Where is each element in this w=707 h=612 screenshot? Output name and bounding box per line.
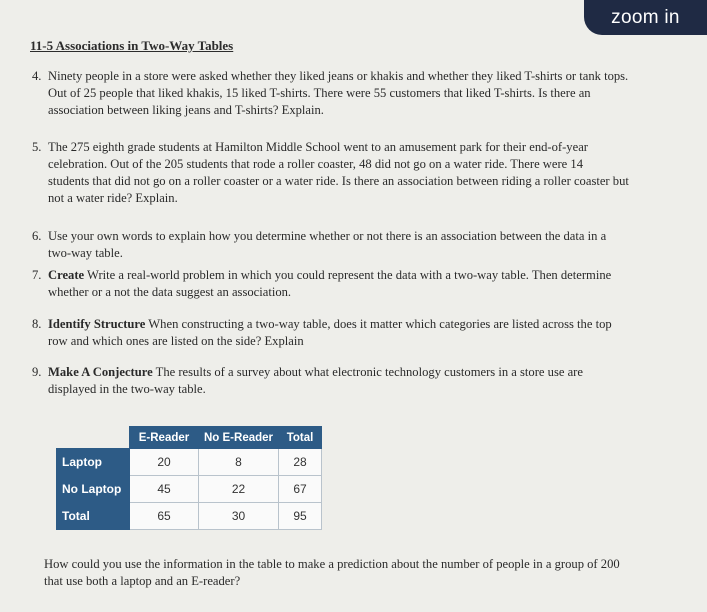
problem-text: whether or a not the data suggest an association.: [48, 285, 292, 299]
table-row: [57, 449, 322, 476]
problem-text: Write a real-world problem in which you could represent the data with a two-way table. Then determine: [84, 268, 612, 282]
problem-number: 6.: [32, 229, 42, 243]
problem-text: When constructing a two-way table, does it matter which categories are listed across the top: [145, 317, 612, 331]
row-header: Total: [57, 503, 130, 530]
table-corner: [57, 427, 130, 449]
table-row: [57, 503, 322, 530]
problem-keyword: Create: [48, 268, 85, 282]
problem-keyword: Make A Conjecture: [48, 365, 153, 379]
problem-text: students that did not go on a roller coaster or a water ride. Is there an association between riding a roller coaster but: [48, 174, 629, 188]
problem-9: [32, 364, 692, 398]
problem-6: [32, 228, 692, 262]
table-cell: 45: [130, 476, 199, 503]
problem-text: not a water ride? Explain.: [48, 191, 178, 205]
problem-number: 9.: [32, 365, 42, 379]
table-cell: 30: [199, 503, 279, 530]
problem-text: displayed in the two-way table.: [48, 382, 206, 396]
table-cell: 8: [199, 449, 279, 476]
column-header: Total: [279, 427, 322, 449]
problem-text: celebration. Out of the 205 students that rode a roller coaster, 48 did not go on a water ride. There were 14: [48, 157, 584, 171]
column-header: No E-Reader: [199, 427, 279, 449]
problem-text: row and which ones are listed on the side? Explain: [48, 334, 304, 348]
problem-text: The 275 eighth grade students at Hamilton Middle School went to an amusement park for their end-of-year: [48, 140, 588, 154]
problem-number: 8.: [32, 317, 42, 331]
problem-text: association between liking jeans and T-shirts? Explain.: [48, 103, 324, 117]
table-cell: 20: [130, 449, 199, 476]
problem-keyword: Identify Structure: [48, 317, 146, 331]
problem-text: Out of 25 people that liked khakis, 15 liked T-shirts. There were 55 customers that liked T-shirts. Is there an: [48, 86, 591, 100]
problem-text: The results of a survey about what electronic technology customers in a store use are: [152, 365, 583, 379]
table-row: [57, 476, 322, 503]
problem-number: 5.: [32, 140, 42, 154]
problem-8: [32, 316, 692, 350]
problem-5: [32, 139, 692, 207]
table-cell: 28: [279, 449, 322, 476]
problem-number: 4.: [32, 69, 42, 83]
two-way-table: [56, 426, 322, 530]
column-header: E-Reader: [130, 427, 199, 449]
problem-4: [32, 68, 692, 119]
problem-number: 7.: [32, 268, 42, 282]
table-cell: 67: [279, 476, 322, 503]
problem-text: two-way table.: [48, 246, 123, 260]
problem-7: [32, 267, 692, 301]
row-header: Laptop: [57, 449, 130, 476]
question-text: that use both a laptop and an E-reader?: [44, 574, 241, 588]
row-header: No Laptop: [57, 476, 130, 503]
table-cell: 65: [130, 503, 199, 530]
table-cell: 95: [279, 503, 322, 530]
table-cell: 22: [199, 476, 279, 503]
table-header-row: [57, 427, 322, 449]
zoom-in-button[interactable]: zoom in: [584, 0, 707, 35]
problem-text: Ninety people in a store were asked whether they liked jeans or khakis and whether they liked T-shirts or tank tops.: [48, 69, 629, 83]
question-text: How could you use the information in the table to make a prediction about the number of people in a group of 200: [44, 557, 620, 571]
follow-up-question: [44, 556, 694, 590]
page-title: 11-5 Associations in Two-Way Tables: [30, 38, 234, 53]
problem-text: Use your own words to explain how you determine whether or not there is an association between the data in a: [48, 229, 607, 243]
